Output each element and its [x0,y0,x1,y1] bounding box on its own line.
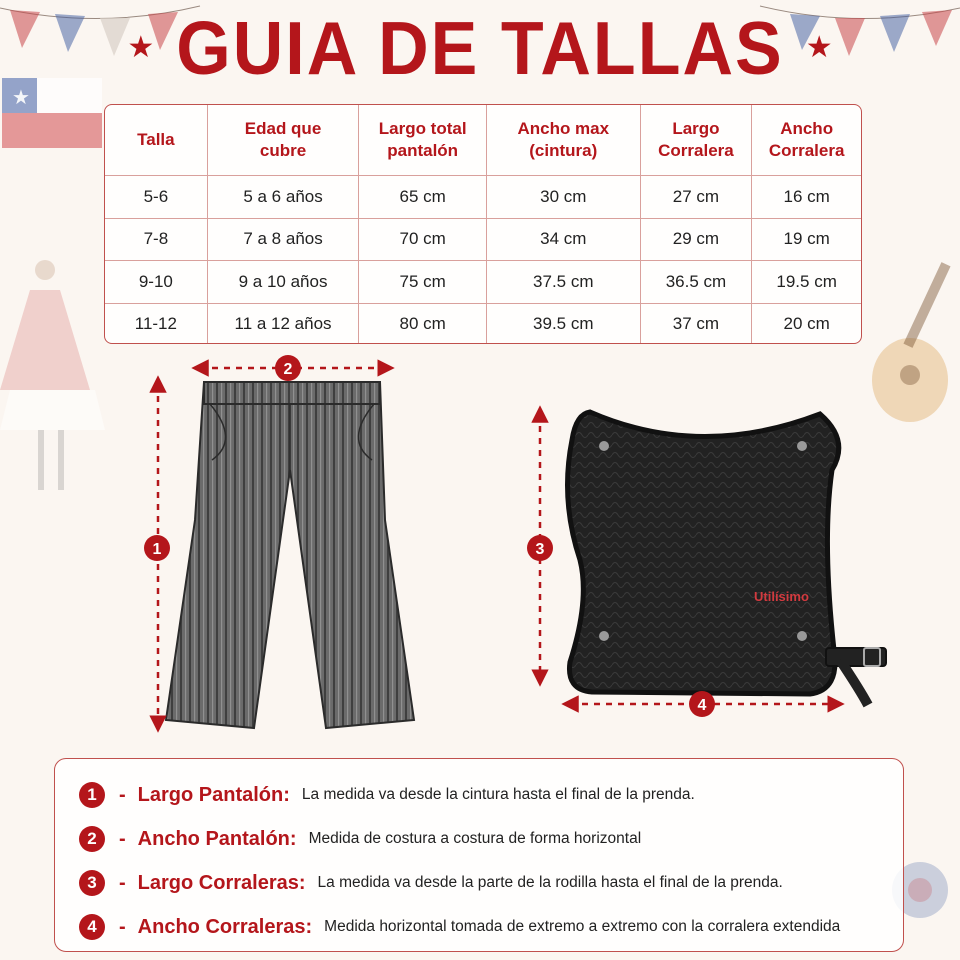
table-header-cell: Talla [137,129,175,149]
marker-4 [689,691,715,717]
legend-dash: - [119,915,126,938]
number-badge: 1 [79,782,105,808]
table-cell: 75 cm [358,261,486,303]
legend-description: La medida va desde la parte de la rodilla hasta el final de la prenda. [317,874,783,891]
table-cell: 11 a 12 años [207,304,359,345]
table-cell: 80 cm [358,304,486,345]
legend-item [79,861,903,905]
table-cell: 11-12 [134,314,177,334]
table-cell: 9 a 10 años [207,261,359,303]
marker-3 [527,535,553,561]
table-header-cell: Ancho max (cintura) [486,105,640,175]
svg-text:★: ★ [12,87,30,109]
legend-dash: - [119,871,126,894]
table-header-cell: Edad que cubre [207,105,359,175]
number-badge: 2 [79,826,105,852]
table-cell: 7 a 8 años [207,219,359,261]
table-cell: 29 cm [640,219,752,261]
legend-label: Ancho Pantalón: [137,827,297,850]
legend-item [79,817,903,861]
marker-1 [144,535,170,561]
marker-2-label: 2 [283,361,293,378]
legend-item [79,905,903,949]
number-badge: 3 [79,870,105,896]
legend-dash: - [119,783,126,806]
measurement-legend [54,758,904,952]
brand-logo: Utilísimo [754,589,809,604]
table-cell: 19.5 cm [751,261,861,303]
table-cell: 70 cm [358,219,486,261]
legend-description: La medida va desde la cintura hasta el final de la prenda. [301,786,695,803]
table-cell: 7-8 [143,229,169,249]
table-cell: 65 cm [358,176,486,218]
star-icon: ★ [805,31,833,64]
table-cell: 36.5 cm [640,261,752,303]
table-header-cell: Ancho Corralera [751,105,861,175]
marker-1-label: 1 [152,541,162,558]
table-cell: 37 cm [640,304,752,345]
table-cell: 9-10 [138,271,173,291]
legend-dash: - [119,827,126,850]
marker-2 [275,355,301,381]
legend-label: Largo Pantalón: [137,783,290,806]
page-title: GUIA DE TALLAS [176,5,784,90]
number-badge: 4 [79,914,105,940]
legend-label: Ancho Corraleras: [137,915,313,938]
table-cell: 37.5 cm [486,261,640,303]
legend-label: Largo Corraleras: [137,871,306,894]
table-cell: 5-6 [143,186,169,206]
legend-item [79,773,903,817]
legend-description: Medida de costura a costura de forma horizontal [308,830,642,847]
table-header-cell: Largo Corralera [640,105,752,175]
pants-illustration [166,382,414,728]
table-header-cell: Largo total pantalón [358,105,486,175]
table-cell: 30 cm [486,176,640,218]
star-icon: ★ [127,31,155,64]
table-cell: 34 cm [486,219,640,261]
table-cell: 16 cm [751,176,861,218]
table-cell: 19 cm [751,219,861,261]
marker-4-label: 4 [697,697,707,714]
marker-3-label: 3 [535,541,545,558]
table-cell: 20 cm [751,304,861,345]
table-cell: 5 a 6 años [207,176,359,218]
table-cell: 39.5 cm [486,304,640,345]
legend-description: Medida horizontal tomada de extremo a extremo con la corralera extendida [324,918,841,935]
corralera-illustration [568,412,887,705]
table-cell: 27 cm [640,176,752,218]
